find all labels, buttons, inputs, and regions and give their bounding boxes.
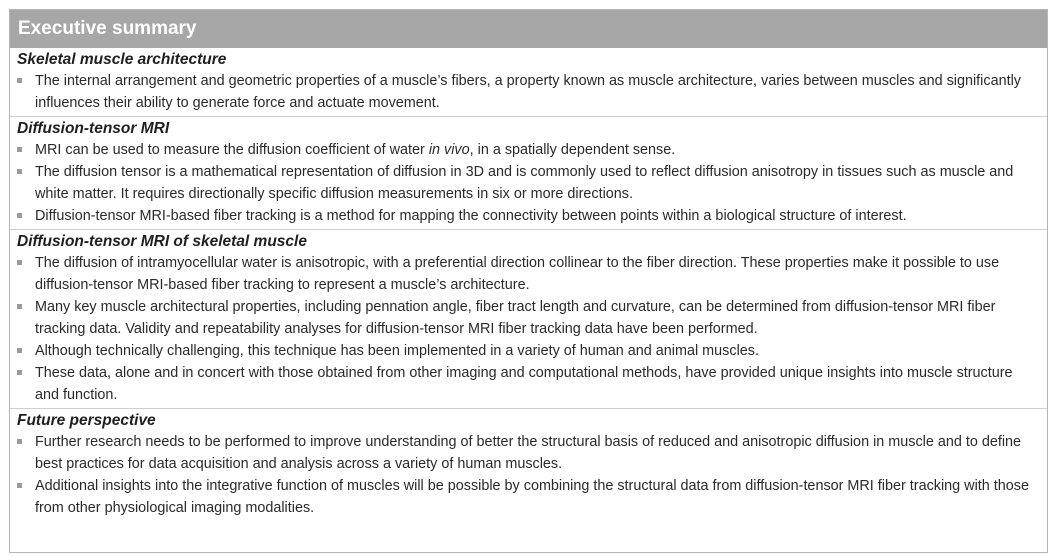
square-bullet-icon [17,260,22,265]
bullet-item [16,340,1039,362]
bullet-list [16,139,1039,227]
bullet-item [16,431,1039,475]
bullet-list [16,252,1039,406]
executive-summary-box [9,9,1048,553]
bullet-text: Diffusion-tensor MRI-based fiber tracking is a method for mapping the connectivity between points within a biological structure of interest. [35,208,907,224]
square-bullet-icon [17,147,22,152]
section-title: Diffusion-tensor MRI [17,120,170,137]
bullet-item [16,362,1039,406]
summary-section [10,408,1047,521]
section-title: Future perspective [17,412,156,429]
bullet-text: MRI can be used to measure the diffusion coefficient of water [35,142,429,158]
summary-sections [10,48,1047,521]
square-bullet-icon [17,439,22,444]
bullet-item [16,475,1039,519]
bullet-text: These data, alone and in concert with those obtained from other imaging and computational methods, have provided unique insights into muscle structure and function. [35,365,1013,403]
summary-section [10,116,1047,229]
square-bullet-icon [17,348,22,353]
bullet-item [16,296,1039,340]
section-title: Diffusion-tensor MRI of skeletal muscle [17,233,307,250]
summary-section [10,229,1047,408]
bullet-text: Many key muscle architectural properties, including pennation angle, fiber tract length and curvature, can be determined from diffusion-tensor MRI fiber tracking data. Validity and repeatability analyses for diffusion-tensor MRI fiber tracking data have been performed. [35,299,996,337]
bullet-list [16,431,1039,519]
bullet-text: The diffusion of intramyocellular water is anisotropic, with a preferential direction collinear to the fiber direction. These properties make it possible to use diffusion-tensor MRI-based fiber tracking to represent a muscle’s architecture. [35,255,1000,293]
bullet-item [16,161,1039,205]
summary-header: Executive summary [10,10,1047,48]
bullet-item [16,139,1039,161]
bullet-item [16,252,1039,296]
bullet-text: The internal arrangement and geometric properties of a muscle’s fibers, a property known as muscle architecture, varies between muscles and significantly influences their ability to generate force and actuate movement. [35,73,1021,111]
bullet-list [16,70,1039,114]
section-title: Skeletal muscle architecture [17,51,227,68]
bullet-text: , in a spatially dependent sense. [469,142,676,158]
bullet-text: Additional insights into the integrative function of muscles will be possible by combining the structural data from diffusion-tensor MRI fiber tracking with those from other physiological imaging modalities. [35,478,1029,516]
bullet-item [16,70,1039,114]
square-bullet-icon [17,483,22,488]
bullet-text: Although technically challenging, this technique has been implemented in a variety of human and animal muscles. [35,343,759,359]
square-bullet-icon [17,213,22,218]
bullet-text: in vivo [428,142,470,158]
square-bullet-icon [17,304,22,309]
bullet-text: Further research needs to be performed to improve understanding of better the structural basis of reduced and anisotropic diffusion in muscle and to define best practices for data acquisition and analysis across a variety of human muscles. [35,434,1022,472]
square-bullet-icon [17,78,22,83]
square-bullet-icon [17,169,22,174]
square-bullet-icon [17,370,22,375]
bullet-text: The diffusion tensor is a mathematical representation of diffusion in 3D and is commonly used to reflect diffusion anisotropy in tissues such as muscle and white matter. It requires directionally specific diffusion measurements in six or more directions. [35,164,1014,202]
summary-section [10,48,1047,116]
bullet-item [16,205,1039,227]
